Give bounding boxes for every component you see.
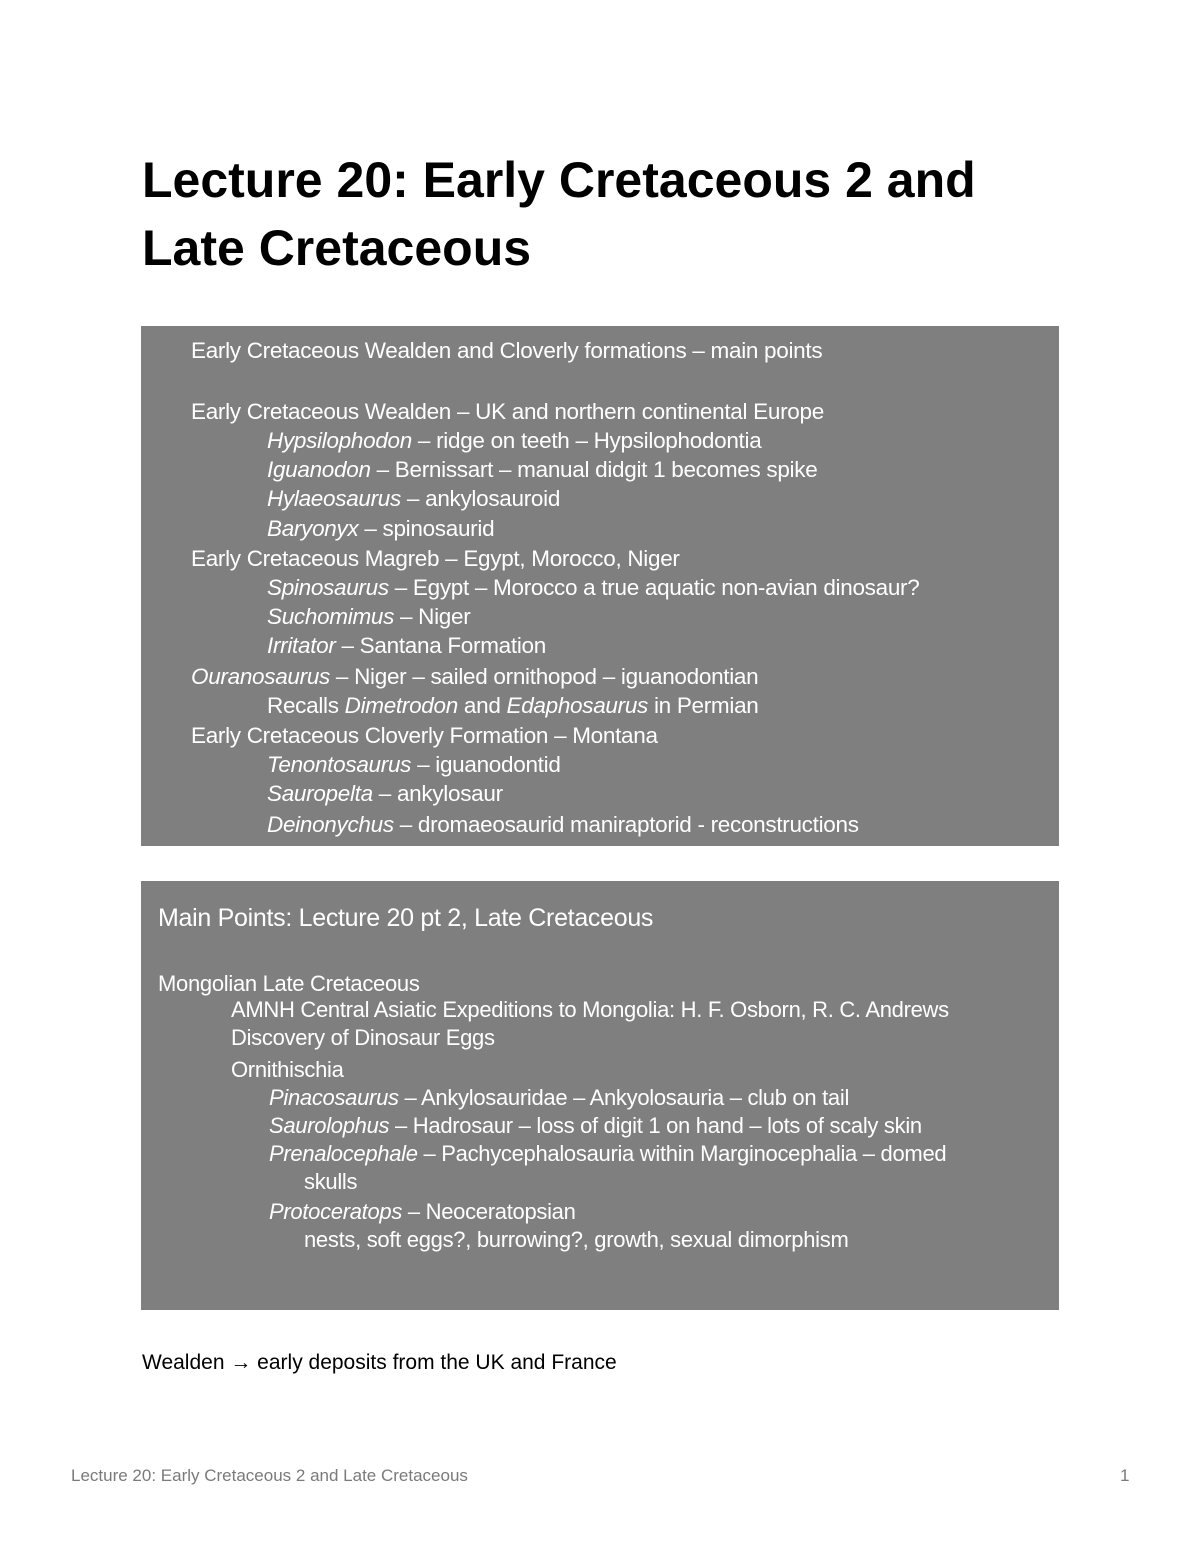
slide2-item (269, 1084, 849, 1112)
page-footer: Lecture 20: Early Cretaceous 2 and Late Cretaceous (71, 1466, 468, 1485)
taxon-name: Hypsilophodon (267, 428, 412, 453)
taxon-name: Pinacosaurus (269, 1085, 399, 1110)
slide2-amnh: AMNH Central Asiatic Expeditions to Mongolia: H. F. Osborn, R. C. Andrews (231, 997, 949, 1022)
slide1-recalls (267, 692, 759, 720)
slide2-mongolian: Mongolian Late Cretaceous (158, 971, 420, 996)
slide2-item (269, 1198, 576, 1226)
slide-image-early-cretaceous (141, 326, 1059, 846)
taxon-note: – dromaeosaurid maniraptorid - reconstructions (393, 812, 859, 837)
slide1-wealden: Early Cretaceous Wealden – UK and northern continental Europe (191, 399, 824, 424)
slide2-item (269, 1112, 922, 1140)
slide1-item (267, 603, 470, 631)
slide1-item (267, 751, 561, 779)
taxon-name: Edaphosaurus (506, 693, 648, 718)
slide1-cloverly: Early Cretaceous Cloverly Formation – Montana (191, 723, 658, 748)
taxon-name: Iguanodon (267, 457, 371, 482)
slide1-item (267, 811, 859, 839)
slide1-item (267, 485, 560, 513)
slide2-heading: Main Points: Lecture 20 pt 2, Late Cretaceous (158, 904, 654, 932)
taxon-note: – iguanodontid (411, 752, 561, 777)
slide1-item (267, 456, 817, 484)
taxon-name: Spinosaurus (267, 575, 389, 600)
slide1-item (267, 427, 761, 455)
slide2-item (269, 1140, 946, 1168)
taxon-name: Prenalocephale (269, 1141, 418, 1166)
slide2-item-continued: nests, soft eggs?, burrowing?, growth, sexual dimorphism (304, 1227, 849, 1252)
slide1-magreb: Early Cretaceous Magreb – Egypt, Morocco, Niger (191, 546, 680, 571)
slide1-item (267, 574, 919, 602)
taxon-name: Tenontosaurus (267, 752, 412, 777)
text-fragment: and (457, 693, 507, 718)
body-paragraph: Wealden → early deposits from the UK and France (142, 1351, 617, 1374)
taxon-name: Irritator (267, 633, 336, 658)
taxon-name: Hylaeosaurus (267, 486, 401, 511)
page-number: 1 (1120, 1466, 1130, 1485)
taxon-name: Suchomimus (267, 604, 395, 629)
taxon-note: – ankylosaur (372, 781, 503, 806)
slide1-item (267, 780, 503, 808)
taxon-note: – Pachycephalosauria within Marginocephalia – domed (417, 1141, 947, 1166)
slide1-item (191, 663, 758, 691)
taxon-note: – Niger – sailed ornithopod – iguanodontian (329, 664, 759, 689)
text-fragment: Recalls (267, 693, 345, 718)
taxon-note: – Ankylosauridae – Ankyolosauria – club on tail (398, 1085, 850, 1110)
taxon-note: – ankylosauroid (400, 486, 561, 511)
taxon-name: Sauropelta (267, 781, 373, 806)
taxon-name: Baryonyx (267, 516, 359, 541)
slide1-heading: Early Cretaceous Wealden and Cloverly formations – main points (191, 338, 823, 363)
taxon-name: Dimetrodon (344, 693, 458, 718)
taxon-name: Protoceratops (269, 1199, 403, 1224)
slide2-ornithischia: Ornithischia (231, 1057, 344, 1082)
taxon-note: – Hadrosaur – loss of digit 1 on hand – lots of scaly skin (389, 1113, 922, 1138)
slide1-item (267, 632, 546, 660)
taxon-name: Saurolophus (269, 1113, 390, 1138)
taxon-note: – spinosaurid (358, 516, 495, 541)
taxon-note: – Neoceratopsian (402, 1199, 576, 1224)
taxon-note: – ridge on teeth – Hypsilophodontia (411, 428, 762, 453)
slide2-eggs: Discovery of Dinosaur Eggs (231, 1025, 495, 1050)
document-title: Lecture 20: Early Cretaceous 2 and Late Cretaceous (142, 152, 976, 276)
text-fragment: in Permian (648, 693, 759, 718)
taxon-name: Ouranosaurus (191, 664, 330, 689)
slide-image-late-cretaceous (141, 881, 1059, 1310)
slide1-item (267, 515, 494, 543)
taxon-note: – Niger (394, 604, 471, 629)
taxon-note: – Bernissart – manual didgit 1 becomes spike (370, 457, 818, 482)
taxon-name: Deinonychus (267, 812, 394, 837)
taxon-note: – Egypt – Morocco a true aquatic non-avian dinosaur? (388, 575, 920, 600)
slide2-item-continued: skulls (304, 1169, 358, 1194)
taxon-note: – Santana Formation (335, 633, 546, 658)
